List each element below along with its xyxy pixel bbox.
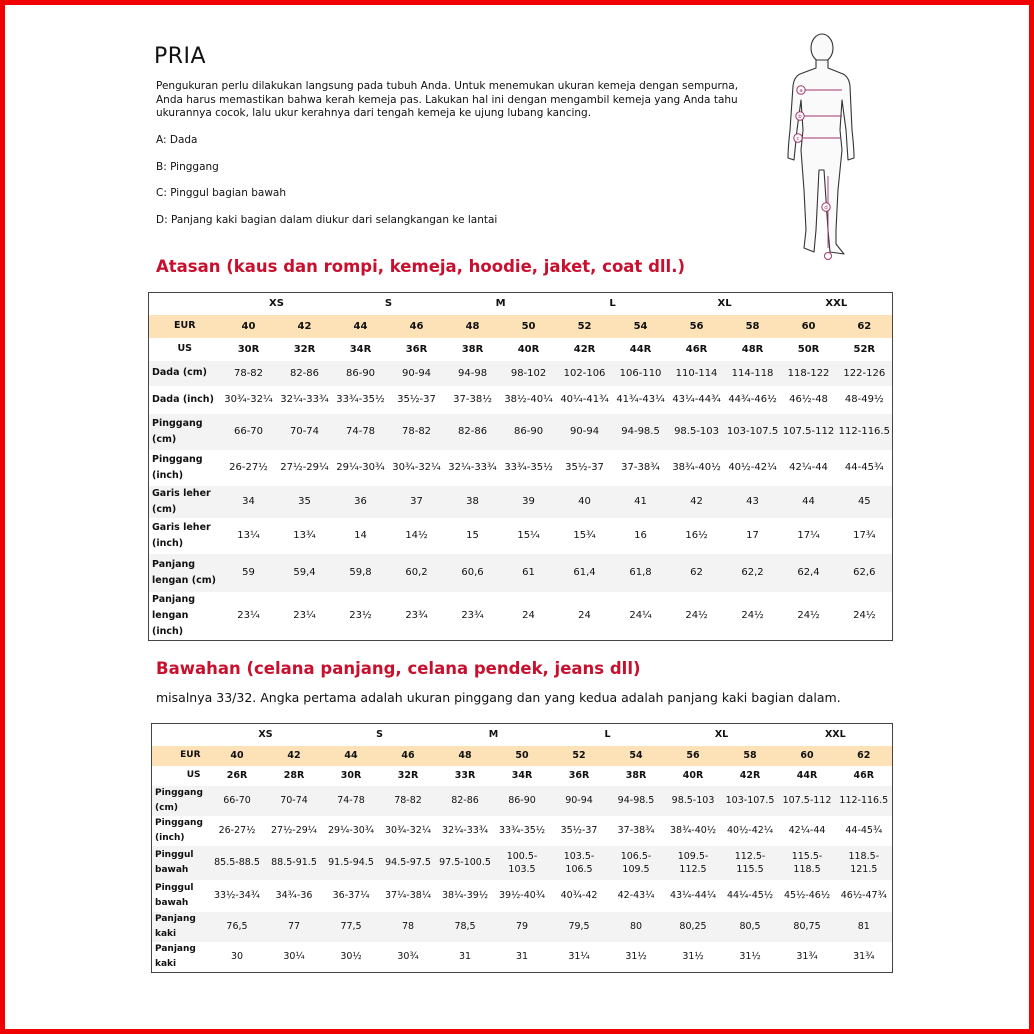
table-cell: 78 — [380, 912, 437, 942]
table-cell: 60 — [781, 315, 837, 338]
table-cell: 15¼ — [517, 530, 540, 541]
row-label: Pinggul bawah — [152, 846, 209, 880]
table-cell: 36R — [405, 343, 428, 355]
table-cell: 30½ — [340, 951, 362, 962]
table-cell: 80,75 — [779, 912, 836, 942]
table-cell: 36-37¼ — [332, 890, 370, 901]
table-cell: 70-74 — [266, 786, 323, 816]
page-title: PRIA — [154, 44, 207, 69]
row-label: Garis leher (inch) — [152, 521, 211, 549]
table-cell: 30¾-32¼ — [385, 825, 432, 836]
table-cell: 28R — [283, 770, 305, 781]
table-cell: 62 — [669, 554, 725, 592]
table-cell: 42 — [266, 746, 323, 766]
table-cell: 31½ — [682, 951, 704, 962]
table-cell: 33¾-35½ — [504, 462, 553, 473]
table-cell: 15¾ — [573, 530, 596, 541]
table-cell: 38¼-39½ — [442, 890, 489, 901]
table-cell: 44R — [796, 770, 818, 781]
legend-hip: C: Pinggul bagian bawah — [156, 187, 287, 199]
table-cell: 30¾ — [397, 951, 419, 962]
table-cell: 33R — [454, 770, 476, 781]
marker-b: b — [798, 114, 802, 120]
table-cell: 78,5 — [437, 912, 494, 942]
tops-heading: Atasan (kaus dan rompi, kemeja, hoodie, jaket, coat dll.) — [156, 257, 685, 276]
table-cell: 31¼ — [568, 951, 590, 962]
body-measurement-figure — [770, 30, 870, 262]
table-cell: 24½ — [797, 610, 820, 621]
table-cell: 66-70 — [221, 414, 277, 450]
table-cell: 30R — [340, 770, 362, 781]
table-cell: 40½-42¼ — [728, 462, 777, 473]
table-cell: 106.5-109.5 — [608, 846, 665, 880]
table-cell: 24½ — [853, 610, 876, 621]
table-cell: 102-106 — [557, 361, 613, 386]
table-cell: 114-118 — [725, 361, 781, 386]
legend-inseam: D: Panjang kaki bagian dalam diukur dari selangkangan ke lantai — [156, 214, 498, 226]
table-cell: 100.5-103.5 — [494, 846, 551, 880]
table-cell: 38R — [461, 343, 484, 355]
table-cell: 62,4 — [781, 554, 837, 592]
table-cell: 86-90 — [333, 361, 389, 386]
table-cell: 44 — [333, 315, 389, 338]
table-cell: 24½ — [685, 610, 708, 621]
marker-c: c — [796, 136, 800, 142]
table-cell: 14½ — [405, 530, 428, 541]
table-cell: 23¾ — [405, 610, 428, 621]
table-cell: 94-98 — [445, 361, 501, 386]
row-label: Pinggang (cm) — [152, 786, 209, 816]
table-cell: 78-82 — [221, 361, 277, 386]
table-cell: 94-98.5 — [608, 786, 665, 816]
table-cell: 45 — [837, 486, 893, 518]
table-cell: 91.5-94.5 — [323, 846, 380, 880]
table-cell: 50 — [501, 315, 557, 338]
table-cell: 29¼-30¾ — [336, 462, 385, 473]
table-cell: 90-94 — [389, 361, 445, 386]
table-cell: 26-27½ — [218, 825, 256, 836]
table-cell: 40 — [209, 746, 266, 766]
table-cell: 76,5 — [209, 912, 266, 942]
table-row — [149, 450, 893, 486]
table-cell: 33½-34¾ — [213, 890, 261, 901]
table-cell: 16½ — [685, 530, 708, 541]
table-cell: 81 — [836, 912, 893, 942]
table-cell: 38 — [445, 486, 501, 518]
table-cell: 40¾-42 — [560, 890, 598, 901]
table-cell: 56 — [665, 746, 722, 766]
table-cell: 118-122 — [781, 361, 837, 386]
row-label: Dada (cm) — [149, 361, 221, 386]
bottoms-heading: Bawahan (celana panjang, celana pendek, jeans dll) — [156, 659, 641, 678]
table-cell: 58 — [725, 315, 781, 338]
table-cell: 44 — [781, 486, 837, 518]
size-header-cell: S — [376, 729, 383, 741]
table-cell: 59,4 — [277, 554, 333, 592]
table-cell: 60,2 — [389, 554, 445, 592]
row-label: Panjang lengan (inch) — [152, 593, 196, 637]
row-label: Pinggang (inch) — [155, 817, 203, 843]
table-cell: 34R — [349, 343, 372, 355]
header-blank-cell — [152, 724, 209, 746]
table-cell: 110-114 — [669, 361, 725, 386]
table-cell: 48 — [445, 315, 501, 338]
table-cell: 44-45¾ — [844, 462, 884, 473]
table-cell: 103-107.5 — [722, 786, 779, 816]
size-header-row — [149, 293, 893, 315]
table-cell: 31¾ — [853, 951, 875, 962]
table-cell: 15 — [466, 530, 479, 541]
table-cell: 106-110 — [613, 361, 669, 386]
row-label: EUR — [152, 746, 209, 766]
table-row — [152, 912, 893, 942]
table-cell: 38R — [625, 770, 647, 781]
table-cell: 61,4 — [557, 554, 613, 592]
size-header-cell: XL — [714, 729, 729, 741]
table-cell: 44R — [629, 343, 652, 355]
table-cell: 60 — [779, 746, 836, 766]
table-row — [152, 816, 893, 846]
table-cell: 62,6 — [837, 554, 893, 592]
table-cell: 48 — [437, 746, 494, 766]
table-cell: 37-38¾ — [617, 825, 655, 836]
table-cell: 112-116.5 — [836, 786, 893, 816]
size-header-cell: M — [495, 298, 506, 310]
table-cell: 17¾ — [853, 530, 876, 541]
table-cell: 56 — [669, 315, 725, 338]
table-cell: 82-86 — [437, 786, 494, 816]
table-cell: 79 — [494, 912, 551, 942]
table-row — [152, 786, 893, 816]
row-label: Pinggul bawah — [155, 882, 194, 908]
table-cell: 37-38¾ — [621, 462, 660, 473]
table-cell: 27½-29¼ — [280, 462, 329, 473]
table-cell: 103-107.5 — [725, 414, 781, 450]
bottoms-subtext: misalnya 33/32. Angka pertama adalah ukuran pinggang dan yang kedua adalah panjang kaki bagian dalam. — [156, 690, 841, 705]
table-cell: 30 — [230, 951, 244, 962]
table-cell: 32R — [397, 770, 419, 781]
table-cell: 42R — [739, 770, 761, 781]
table-cell: 85.5-88.5 — [209, 846, 266, 880]
table-cell: 26R — [226, 770, 248, 781]
table-cell: 107.5-112 — [781, 414, 837, 450]
table-cell: 41¾-43¼ — [616, 394, 665, 405]
table-cell: 41 — [613, 486, 669, 518]
table-cell: 42R — [573, 343, 596, 355]
table-cell: 82-86 — [445, 414, 501, 450]
table-cell: 52R — [853, 343, 876, 355]
table-cell: 24½ — [741, 610, 764, 621]
table-cell: 90-94 — [557, 414, 613, 450]
table-cell: 14 — [354, 530, 367, 541]
table-cell: 80,5 — [722, 912, 779, 942]
table-cell: 59,8 — [333, 554, 389, 592]
table-row — [152, 880, 893, 912]
table-cell: 62,2 — [725, 554, 781, 592]
table-cell: 46 — [380, 746, 437, 766]
table-row — [152, 766, 893, 786]
size-header-cell: L — [609, 298, 616, 310]
table-cell: 23¼ — [237, 610, 260, 621]
row-label: Garis leher (cm) — [149, 486, 221, 518]
table-cell: 33¾-35½ — [499, 825, 546, 836]
table-cell: 40R — [517, 343, 540, 355]
size-header-cell: XS — [269, 298, 284, 310]
size-header-cell: XXL — [824, 729, 846, 741]
table-cell: 54 — [613, 315, 669, 338]
row-label: Pinggang (inch) — [152, 453, 203, 481]
row-label: US — [186, 770, 201, 780]
table-cell: 23¾ — [461, 610, 484, 621]
table-row — [149, 486, 893, 518]
table-cell: 46½-47¾ — [840, 890, 887, 901]
table-cell: 98.5-103 — [665, 786, 722, 816]
table-cell: 42 — [277, 315, 333, 338]
size-header-cell: XL — [717, 298, 732, 310]
table-cell: 61 — [501, 554, 557, 592]
table-cell: 32¼-33¾ — [442, 825, 489, 836]
table-cell: 16 — [634, 530, 647, 541]
table-cell: 44¾-46½ — [728, 394, 777, 405]
table-cell: 36 — [333, 486, 389, 518]
table-cell: 62 — [836, 746, 893, 766]
table-cell: 107.5-112 — [779, 786, 836, 816]
table-cell: 30R — [237, 343, 260, 355]
size-header-cell: XS — [258, 729, 273, 741]
table-cell: 97.5-100.5 — [437, 846, 494, 880]
table-cell: 36R — [568, 770, 590, 781]
legend-waist: B: Pinggang — [156, 161, 219, 173]
table-cell: 31½ — [739, 951, 761, 962]
table-row — [149, 315, 893, 338]
table-cell: 112.5-115.5 — [722, 846, 779, 880]
table-cell: 109.5-112.5 — [665, 846, 722, 880]
table-cell: 31¾ — [796, 951, 818, 962]
table-cell: 44-45¾ — [845, 825, 883, 836]
marker-a: a — [799, 88, 803, 94]
size-header-row — [152, 724, 893, 746]
table-cell: 74-78 — [333, 414, 389, 450]
row-label: Panjang lengan (cm) — [149, 554, 221, 592]
table-cell: 44¼-45½ — [727, 890, 774, 901]
row-label: Pinggang (cm) — [149, 414, 221, 450]
table-cell: 17¼ — [797, 530, 820, 541]
table-cell: 82-86 — [277, 361, 333, 386]
table-cell: 88.5-91.5 — [266, 846, 323, 880]
tops-size-table — [148, 292, 893, 641]
intro-paragraph: Pengukuran perlu dilakukan langsung pada tubuh Anda. Untuk menemukan ukuran kemeja dengan sempurna, Anda harus memastikan bahwa kerah kemeja pas. Lakukan hal ini dengan mengambil kemeja yang Anda tahu ukurannya cocok, lalu ukur kerahnya dari tengah kemeja ke ujung lubang kancing. — [156, 80, 739, 119]
table-cell: 13¼ — [237, 530, 260, 541]
row-label: US — [177, 343, 193, 354]
row-label: Panjang kaki — [152, 912, 209, 942]
table-cell: 37-38½ — [453, 394, 492, 405]
table-cell: 52 — [551, 746, 608, 766]
table-cell: 38¾-40½ — [672, 462, 721, 473]
table-cell: 35½-37 — [397, 394, 436, 405]
table-cell: 46R — [685, 343, 708, 355]
table-cell: 42¼-44 — [788, 825, 826, 836]
table-cell: 34¾-36 — [275, 890, 313, 901]
table-cell: 38¾-40½ — [670, 825, 717, 836]
header-blank-cell — [149, 293, 221, 315]
table-cell: 31 — [458, 951, 472, 962]
table-cell: 61,8 — [613, 554, 669, 592]
table-row — [152, 942, 893, 973]
table-cell: 44 — [323, 746, 380, 766]
table-cell: 33¾-35½ — [336, 394, 385, 405]
table-cell: 103.5-106.5 — [551, 846, 608, 880]
table-cell: 38½-40¼ — [504, 394, 553, 405]
table-cell: 26-27½ — [229, 462, 268, 473]
table-cell: 66-70 — [209, 786, 266, 816]
table-row — [149, 592, 893, 641]
table-cell: 62 — [837, 315, 893, 338]
table-cell: 24¼ — [629, 610, 652, 621]
table-row — [149, 361, 893, 386]
table-cell: 42-43¼ — [617, 890, 655, 901]
table-cell: 77 — [266, 912, 323, 942]
table-cell: 77,5 — [323, 912, 380, 942]
table-cell: 24 — [578, 610, 591, 621]
table-cell: 90-94 — [551, 786, 608, 816]
table-cell: 34 — [221, 486, 277, 518]
table-cell: 43¼-44¼ — [670, 890, 717, 901]
table-cell: 35½-37 — [565, 462, 604, 473]
row-label: Panjang kaki — [155, 943, 196, 969]
table-cell: 59 — [221, 554, 277, 592]
table-row — [152, 846, 893, 880]
table-cell: 98-102 — [501, 361, 557, 386]
table-cell: 50 — [494, 746, 551, 766]
table-cell: 94.5-97.5 — [380, 846, 437, 880]
table-cell: 17 — [746, 530, 759, 541]
table-cell: 35½-37 — [560, 825, 598, 836]
table-cell: 23¼ — [293, 610, 316, 621]
size-header-cell: L — [604, 729, 611, 741]
table-cell: 32¼-33¾ — [448, 462, 497, 473]
table-cell: 37¼-38¼ — [385, 890, 432, 901]
table-cell: 35 — [277, 486, 333, 518]
table-cell: 98.5-103 — [669, 414, 725, 450]
table-cell: 39½-40¾ — [499, 890, 546, 901]
table-cell: 74-78 — [323, 786, 380, 816]
table-cell: 13¾ — [293, 530, 316, 541]
legend-chest: A: Dada — [156, 134, 198, 146]
table-cell: 31½ — [625, 951, 647, 962]
table-cell: 46 — [389, 315, 445, 338]
table-cell: 40 — [557, 486, 613, 518]
table-cell: 94-98.5 — [613, 414, 669, 450]
table-cell: 29¼-30¾ — [328, 825, 375, 836]
table-cell: 31 — [515, 951, 529, 962]
table-row — [149, 338, 893, 361]
table-cell: 32R — [293, 343, 316, 355]
table-row — [149, 414, 893, 450]
table-cell: 30¾-32¼ — [224, 394, 273, 405]
table-cell: 79,5 — [551, 912, 608, 942]
table-cell: 70-74 — [277, 414, 333, 450]
row-label: Dada (inch) — [152, 393, 214, 405]
table-cell: 48-49½ — [844, 394, 884, 405]
table-cell: 80,25 — [665, 912, 722, 942]
table-cell: 46½-48 — [789, 394, 828, 405]
size-header-cell: XXL — [825, 298, 848, 310]
table-cell: 42 — [669, 486, 725, 518]
table-cell: 37 — [389, 486, 445, 518]
table-cell: 78-82 — [380, 786, 437, 816]
table-cell: 42¼-44 — [789, 462, 828, 473]
table-cell: 115.5-118.5 — [779, 846, 836, 880]
table-cell: 46R — [853, 770, 875, 781]
table-cell: 86-90 — [501, 414, 557, 450]
table-cell: 40½-42¼ — [727, 825, 774, 836]
table-cell: 27½-29¼ — [270, 825, 318, 836]
table-cell: 39 — [501, 486, 557, 518]
bottoms-size-table — [151, 723, 893, 973]
table-cell: 32¼-33¾ — [280, 394, 329, 405]
table-cell: 86-90 — [494, 786, 551, 816]
table-cell: 54 — [608, 746, 665, 766]
table-cell: 118.5-121.5 — [836, 846, 893, 880]
table-cell: 52 — [557, 315, 613, 338]
table-cell: 23½ — [349, 610, 372, 621]
size-header-cell: S — [384, 298, 393, 310]
table-cell: 30¼ — [283, 951, 305, 962]
table-cell: 112-116.5 — [837, 414, 893, 450]
row-label: EUR — [149, 315, 221, 338]
table-cell: 80 — [608, 912, 665, 942]
table-cell: 50R — [797, 343, 820, 355]
table-cell: 24 — [522, 610, 535, 621]
table-cell: 40 — [221, 315, 277, 338]
table-cell: 58 — [722, 746, 779, 766]
table-cell: 48R — [741, 343, 764, 355]
table-cell: 34R — [511, 770, 533, 781]
table-row — [149, 554, 893, 592]
table-cell: 122-126 — [837, 361, 893, 386]
table-cell: 45½-46½ — [784, 890, 831, 901]
table-row — [149, 518, 893, 554]
table-cell: 43¼-44¾ — [672, 394, 721, 405]
table-cell: 40R — [682, 770, 704, 781]
size-header-cell: M — [488, 729, 499, 741]
marker-d: d — [824, 205, 828, 211]
table-row — [152, 746, 893, 766]
table-cell: 60,6 — [445, 554, 501, 592]
table-row — [149, 386, 893, 414]
table-cell: 43 — [725, 486, 781, 518]
table-cell: 30¾-32¼ — [392, 462, 441, 473]
table-cell: 78-82 — [389, 414, 445, 450]
table-cell: 40¼-41¾ — [560, 394, 609, 405]
